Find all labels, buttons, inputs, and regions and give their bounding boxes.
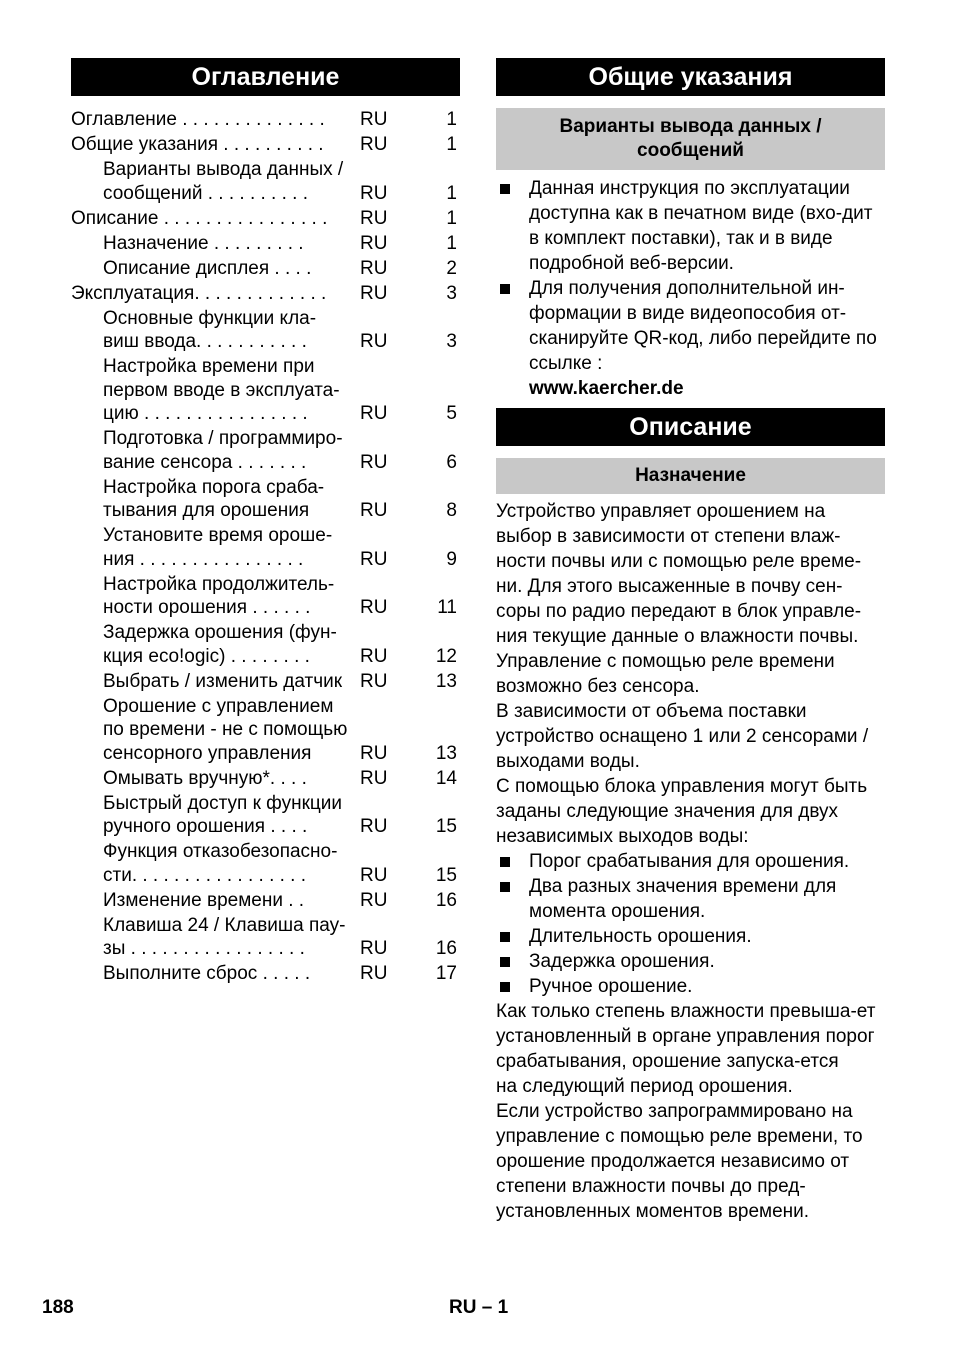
toc-entry-language: RU: [360, 645, 388, 667]
bullet-text: Два разных значения времени для момента орошения.: [529, 876, 837, 922]
toc-entry-title: Настройка продолжитель- ности орошения . . . . . .: [103, 573, 335, 618]
bullet-square-icon: [500, 882, 510, 892]
bullet-square-icon: [500, 184, 510, 194]
bullet-list-general: [496, 176, 885, 376]
toc-entry[interactable]: [71, 232, 460, 256]
toc-entry-language: RU: [360, 548, 388, 570]
toc-entry[interactable]: [71, 158, 460, 205]
toc-entry[interactable]: [71, 621, 460, 668]
toc-entry-title: Функция отказобезопасно- сти. . . . . . . . . . . . . . . . .: [103, 841, 338, 886]
toc-entry-language: RU: [360, 816, 388, 837]
toc-entry-page: 16: [435, 938, 457, 959]
bullet-text: Длительность орошения.: [529, 926, 752, 947]
toc-entry-title: Задержка орошения (фун- кция eco!ogic) . . . . . . . .: [103, 622, 337, 667]
bullet-item: [496, 924, 885, 949]
bullet-text: Данная инструкция по эксплуатации доступна как в печатном виде (вхо-дит в комплект поставки), так и в виде подробной веб-версии.: [529, 178, 873, 274]
table-of-contents: [71, 108, 460, 986]
toc-entry[interactable]: [71, 914, 460, 961]
toc-entry-language: RU: [360, 282, 388, 304]
toc-entry-language: RU: [360, 963, 388, 984]
bullet-item: [496, 276, 885, 376]
bullet-item: [496, 176, 885, 276]
bullet-text: Ручное орошение.: [529, 976, 693, 997]
subsection-header-output: Варианты вывода данных / сообщений: [496, 108, 885, 170]
paragraph: Если устройство запрограммировано на управление с помощью реле времени, то орошение продолжается независимо от степени влажности почвы до пред-установленных моментов времени.: [496, 1101, 863, 1222]
content-column: [496, 58, 885, 1224]
toc-entry-page: 1: [446, 182, 457, 204]
bullet-list-settings: [496, 849, 885, 999]
bullet-square-icon: [500, 957, 510, 967]
paragraph: С помощью блока управления могут быть заданы следующие значения для двух независимых выходов воды:: [496, 776, 868, 847]
toc-entry-title: Настройка времени при первом вводе в эксплуата- цию . . . . . . . . . . . . . . . .: [103, 356, 340, 424]
page-number: 188: [42, 1297, 74, 1318]
bullet-text: Для получения дополнительной ин-формации в виде видеопособия от-сканируйте QR-код, либо перейдите по ссылке :: [529, 278, 877, 374]
toc-entry-page: 1: [446, 134, 457, 155]
toc-entry-page: 13: [435, 742, 457, 764]
toc-entry-title: Установите время ороше- ния . . . . . . . . . . . . . . . .: [103, 525, 333, 570]
toc-entry-page: 3: [446, 282, 457, 304]
toc-entry[interactable]: [71, 670, 460, 694]
paragraph: Устройство управляет орошением на выбор в зависимости от степени влаж-ности почвы или с помощью реле време-ни. Для этого высаженные в почву сен-соры по радио передают в блок управле-ния текущие данные о влажности почвы. Управление с помощью реле времени возможно без сенсора.: [496, 501, 862, 697]
bullet-square-icon: [500, 982, 510, 992]
toc-entry[interactable]: [71, 307, 460, 354]
toc-entry-page: 9: [446, 548, 457, 570]
toc-entry[interactable]: [71, 108, 460, 132]
bullet-item: [496, 874, 885, 924]
bullet-text: Задержка орошения.: [529, 951, 715, 972]
toc-entry-language: RU: [360, 257, 388, 279]
toc-entry-page: 15: [435, 816, 457, 837]
toc-entry-language: RU: [360, 182, 388, 204]
subsection-header-purpose: Назначение: [496, 458, 885, 494]
toc-entry-page: 2: [446, 257, 457, 279]
paragraph: на следующий период орошения.: [496, 1076, 793, 1097]
toc-entry-language: RU: [360, 500, 388, 521]
toc-entry[interactable]: [71, 767, 460, 791]
toc-entry-page: 1: [446, 207, 457, 229]
toc-entry-page: 5: [446, 403, 457, 424]
toc-entry[interactable]: [71, 695, 460, 766]
section-page-label: RU – 1: [449, 1297, 509, 1318]
toc-entry-language: RU: [360, 938, 388, 959]
bullet-item: [496, 849, 885, 874]
website-link[interactable]: www.kaercher.de: [529, 378, 684, 399]
toc-entry-language: RU: [360, 742, 388, 764]
bullet-text: Порог срабатывания для орошения.: [529, 851, 850, 872]
toc-entry-page: 12: [435, 645, 457, 667]
bullet-square-icon: [500, 857, 510, 867]
toc-entry[interactable]: [71, 257, 460, 281]
toc-entry-page: 17: [435, 963, 457, 984]
toc-entry[interactable]: [71, 792, 460, 839]
toc-entry[interactable]: [71, 355, 460, 426]
toc-entry-language: RU: [360, 889, 388, 911]
toc-entry-title: Описание . . . . . . . . . . . . . . . .: [71, 207, 328, 229]
toc-entry-title: Выполните сброс . . . . .: [103, 963, 311, 984]
toc-entry-title: Варианты вывода данных / сообщений . . . . . . . . . .: [103, 159, 344, 204]
toc-entry[interactable]: [71, 427, 460, 474]
toc-entry-title: Изменение времени . .: [103, 889, 305, 911]
toc-entry-page: 1: [446, 232, 457, 254]
toc-entry-title: Назначение . . . . . . . . .: [103, 232, 304, 254]
toc-header: Оглавление: [71, 58, 460, 96]
toc-entry-language: RU: [360, 134, 388, 155]
toc-entry-language: RU: [360, 331, 388, 352]
toc-entry[interactable]: [71, 207, 460, 231]
toc-entry-language: RU: [360, 670, 388, 692]
toc-entry-title: Подготовка / программиро- вание сенсора . . . . . . .: [103, 428, 343, 473]
toc-entry-title: Эксплуатация. . . . . . . . . . . . .: [71, 282, 327, 304]
toc-entry-page: 11: [437, 597, 457, 618]
toc-entry-language: RU: [360, 597, 388, 618]
bullet-item: [496, 949, 885, 974]
toc-entry[interactable]: [71, 962, 460, 986]
section-header-general: Общие указания: [496, 58, 885, 96]
toc-entry-language: RU: [360, 451, 388, 473]
toc-entry-page: 1: [446, 109, 457, 130]
toc-entry-title: Выбрать / изменить датчик: [103, 670, 343, 692]
paragraph: Как только степень влажности превыша-ет установленный в органе управления порог срабатывания, орошение запуска-ется: [496, 1001, 876, 1072]
toc-entry-page: 16: [435, 889, 457, 911]
toc-entry-title: Оглавление . . . . . . . . . . . . . .: [71, 109, 325, 130]
toc-entry-page: 3: [446, 331, 457, 352]
toc-entry[interactable]: [71, 133, 460, 157]
toc-entry[interactable]: [71, 573, 460, 620]
toc-entry[interactable]: [71, 282, 460, 306]
bullet-square-icon: [500, 284, 510, 294]
toc-entry-title: Быстрый доступ к функции ручного орошения . . . .: [103, 792, 343, 837]
toc-entry-title: Основные функции кла- виш ввода. . . . . . . . . . .: [103, 307, 317, 352]
toc-entry-title: Клавиша 24 / Клавиша пау- зы . . . . . . . . . . . . . . . . .: [103, 914, 346, 959]
toc-entry-page: 14: [435, 767, 457, 789]
toc-entry[interactable]: [71, 840, 460, 887]
toc-entry-page: 8: [446, 500, 457, 521]
toc-entry-title: Орошение с управлением по времени - не с помощью сенсорного управления: [103, 695, 348, 764]
section-header-description: Описание: [496, 408, 885, 446]
bullet-square-icon: [500, 932, 510, 942]
toc-entry-title: Настройка порога сраба- тывания для орошения: [103, 476, 325, 521]
toc-entry-page: 13: [435, 670, 457, 692]
toc-entry-language: RU: [360, 403, 388, 424]
toc-column: [71, 58, 460, 987]
toc-entry-language: RU: [360, 207, 388, 229]
toc-entry-language: RU: [360, 767, 388, 789]
toc-entry-language: RU: [360, 109, 388, 130]
paragraph: В зависимости от объема поставки устройство оснащено 1 или 2 сенсорами / выходами воды.: [496, 701, 869, 772]
bullet-item: [496, 974, 885, 999]
toc-entry-language: RU: [360, 232, 388, 254]
toc-entry[interactable]: [71, 476, 460, 523]
toc-entry-language: RU: [360, 864, 388, 886]
toc-entry[interactable]: [71, 524, 460, 571]
toc-entry-page: 15: [435, 864, 457, 886]
toc-entry-title: Общие указания . . . . . . . . . .: [71, 134, 324, 155]
toc-entry-page: 6: [446, 451, 457, 473]
toc-entry-title: Омывать вручную*. . . .: [103, 767, 307, 789]
toc-entry-title: Описание дисплея . . . .: [103, 257, 312, 279]
toc-entry[interactable]: [71, 889, 460, 913]
